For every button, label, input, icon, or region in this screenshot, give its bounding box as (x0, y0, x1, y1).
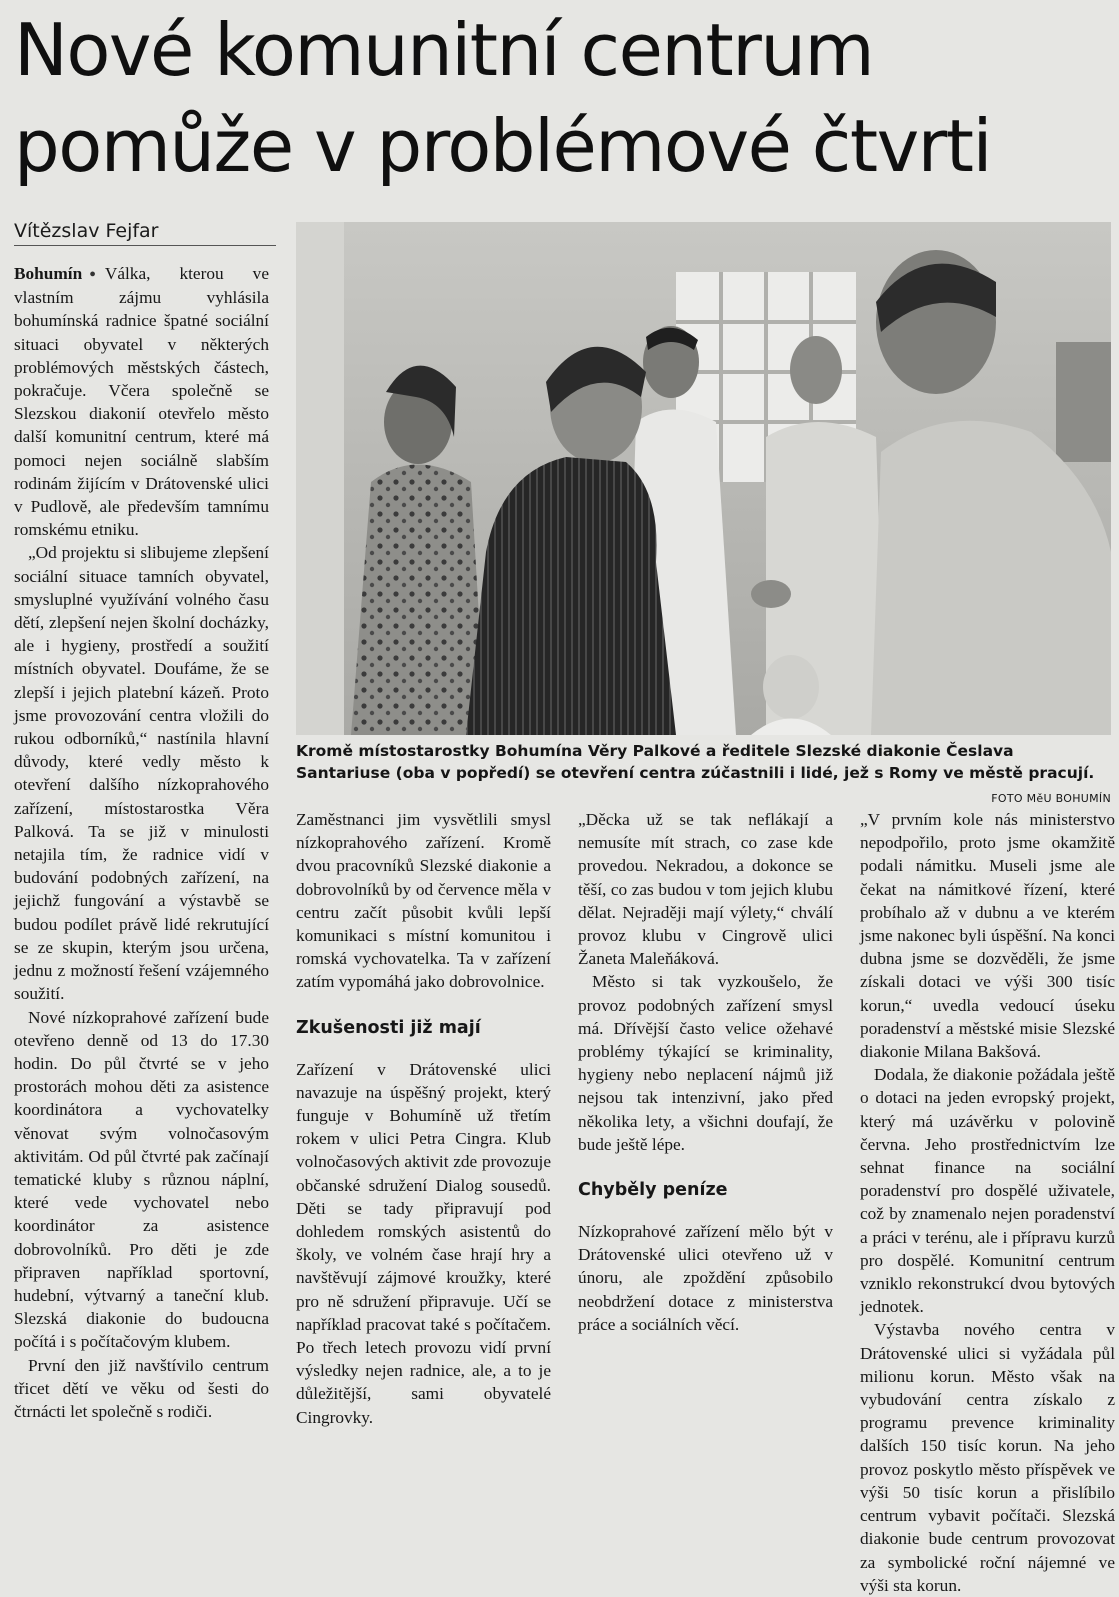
paragraph: Zařízení v Drátovenské ulici navazuje na úspěšný projekt, který funguje v Bohumíně už třetím rokem v ulici Petra Cingra. Klub volnočasových aktivit zde provozuje občanské sdružení Dialog sousedů. Děti se tady připravují pod dohledem romských asistentů do školy, ve volném čase hrají hry a navštěvují zájmové kroužky, které pro ně sdružení připravuje. Učí se například pracovat také s počítačem. Po třech letech provozu vidí první výsledky nejen radnice, ale, a to je důležitější, sami obyvatelé Cingrovky. (296, 1059, 551, 1427)
paragraph: První den již navštívilo centrum třicet dětí ve věku od šesti do čtrnácti let společně s rodiči. (14, 1355, 269, 1421)
photo-caption (296, 740, 1111, 810)
caption-text: Kromě místostarostky Bohumína Věry Palkové a ředitele Slezské diakonie Česlava Santariuse (oba v popředí) se otevření centra zúčastnili i lidé, jež s Romy ve městě pracují. (296, 742, 1095, 782)
article-headline (14, 2, 1109, 194)
headline-line-2: pomůže v problémové čtvrti (14, 104, 992, 188)
paragraph: Město si tak vyzkoušelo, že provoz podobných zařízení smysl má. Dřívější často velice ožehavé problémy týkající se kriminality, hygieny nebo neplacení nájmů již nejsou tak intenzivní, jako před několika lety, a všichni doufají, že bude ještě lépe. (578, 972, 833, 1154)
paragraph: Zaměstnanci jim vysvětlili smysl nízkoprahového zařízení. Kromě dvou pracovníků Slezské diakonie a dobrovolníků by od července měla v centru začít působit kvůli lepší komunikaci s místní komunitou i romská vychovatelka. Ta v zařízení zatím vypomáhá jako dobrovolnice. (296, 810, 551, 992)
subheading: Zkušenosti již mají (296, 1017, 481, 1038)
author-byline: Vítězslav Fejfar (14, 219, 276, 246)
headline-line-1: Nové komunitní centrum (14, 8, 874, 92)
paragraph: „Od projektu si slibujeme zlepšení sociální situace tamních obyvatel, smysluplné využívání volného času dětí, zlepšení nejen školní docházky, ale i hygieny, prostředí a soužití místních obyvatel. Doufáme, že se zlepší i jejich platební kázeň. Proto jsme provozování centra vložili do rukou odborníků,“ nastínila hlavní důvody, které vedly město k otevření dalšího nízkoprahového zařízení, místostarostka Věra Palková. Ta se již v minulosti netajila tím, že radnice vidí v budování podobných zařízení, na jejichž fungování a výstavbě se budou podílet právě lidé rekrutující se ze skupin, kterým jsou určena, jednu z možností řešení vzájemného soužití. (14, 543, 269, 1004)
paragraph: „V prvním kole nás ministerstvo nepodpořilo, proto jsme okamžitě podali námitku. Museli jsme ale čekat na námitkové řízení, které probíhalo až v dubnu a ve kterém jsme nakonec byli úspěšní. Na konci dubna jsme se dozvěděli, že jsme získali dotaci ve výši 300 tisíc korun,“ uvedla vedoucí úseku poradenství a městské misie Slezské diakonie Milana Bakšová. (860, 810, 1115, 1062)
article-column-4 (860, 808, 1115, 1597)
photo-illustration (296, 222, 1111, 735)
paragraph: Nízkoprahové zařízení mělo být v Drátovenské ulici otevřeno už v únoru, ale zpoždění způsobilo neobdržení dotace z ministerstva práce a sociálních věcí. (578, 1222, 833, 1334)
bullet-icon: ● (89, 268, 96, 280)
article-photo (296, 222, 1111, 735)
paragraph: Bohumín ● Válka, kterou ve vlastním zájmu vyhlásila bohumínská radnice špatné sociální situaci obyvatel v některých problémových městských částech, pokračuje. Včera společně se Slezskou diakonií otevřelo město další komunitní centrum, které má pomoci nejen sociálně slabším rodinám žijícím v Drátovenské ulici v Pudlově, ale především tamnímu romskému etniku. (14, 264, 269, 540)
paragraph: Nové nízkoprahové zařízení bude otevřeno denně od 13 do 17.30 hodin. Do půl čtvrté se v jeho prostorách mohou děti za asistence koordinátora a vychovatelky věnovat svým volnočasovým aktivitám. Od půl čtvrté pak začínají tematické kluby s různou náplní, které vede vychovatel nebo koordinátor za asistence dobrovolníků. Pro děti je zde připraven například sportovní, hudební, výtvarný a taneční klub. Slezská diakonie do budoucna počítá i s počítačovým klubem. (14, 1007, 269, 1352)
paragraph: Výstavba nového centra v Drátovenské ulici si vyžádala půl milionu korun. Město však na vybudování centra získalo z programu prevence kriminality dalších 150 tisíc korun. Na jeho provoz poskytlo město příspěvek ve výši 50 tisíc korun a přislíbilo centrum vybavit počítači. Slezská diakonie bude centrum provozovat za symbolické roční nájemné ve výši sta korun. (860, 1320, 1115, 1595)
dateline: Bohumín (14, 264, 83, 283)
photo-credit: FOTO MěU BOHUMÍN (991, 792, 1111, 805)
paragraph: „Děcka už se tak neflákají a nemusíte mít strach, co zase kde provedou. Nekradou, a dokonce se těší, co zas budou v tom jejich klubu dělat. Nejraději mají výlety,“ chválí provoz klubu v Cingrově ulici Žaneta Maleňáková. (578, 810, 833, 969)
paragraph: Dodala, že diakonie požádala ještě o dotaci na jeden evropský projekt, který má uzávěrku v polovině června. Jeho prostřednictvím lze sehnat finance na sociální poradenství pro dospělé uživatele, což by znamenalo nejen poradenství a práci v terénu, ale i přípravu kurzů pro dospělé. Komunitní centrum vzniklo rekonstrukcí dvou bytových jednotek. (860, 1065, 1115, 1317)
subheading: Chyběly peníze (578, 1180, 728, 1201)
article-column-2 (296, 808, 551, 1429)
article-column-3 (578, 808, 833, 1336)
article-column-1 (14, 262, 269, 1423)
